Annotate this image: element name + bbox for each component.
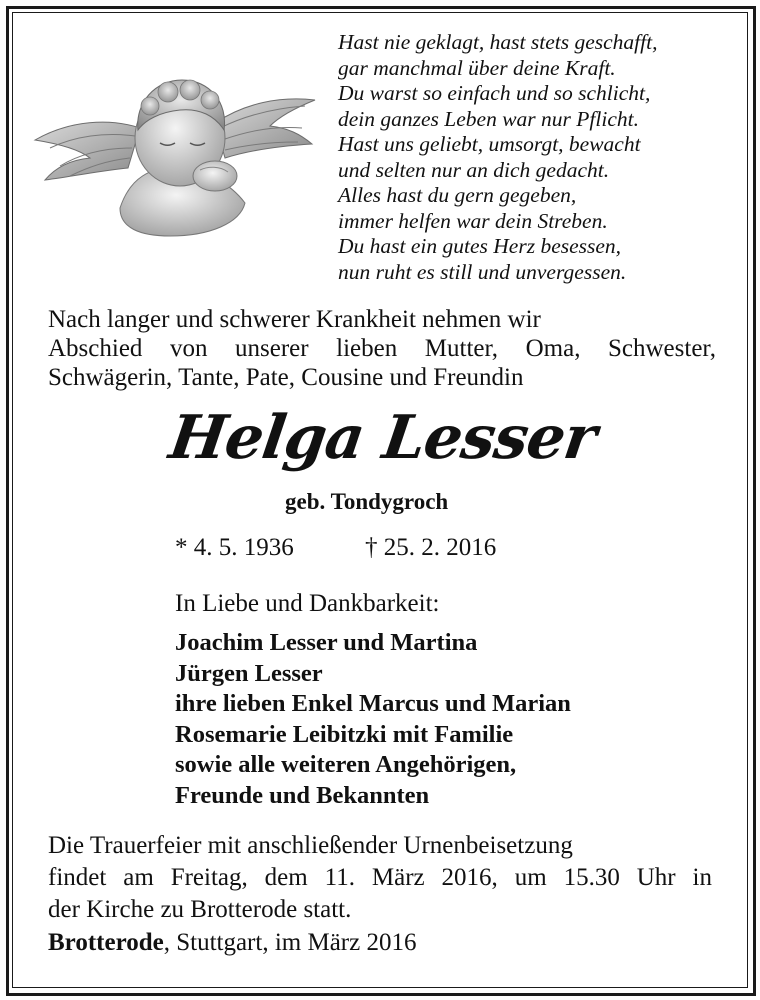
intro-line: Nach langer und schwerer Krankheit nehmen wir (48, 306, 541, 333)
poem-line: Hast nie geklagt, hast stets geschafft, (338, 30, 658, 54)
intro-line: Abschied von unserer lieben Mutter, Oma, Schwester, (48, 335, 716, 362)
maiden-name: geb. Tondygroch (285, 489, 449, 514)
mourner-line: ihre lieben Enkel Marcus und Marian (175, 690, 571, 717)
mourner-line: Rosemarie Leibitzki mit Familie (175, 720, 514, 748)
poem-line: nun ruht es still und unvergessen. (338, 259, 627, 284)
death-date: † 25. 2. 2016 (365, 534, 497, 561)
place-rest: , Stuttgart, im März 2016 (163, 929, 417, 956)
intro-text (48, 305, 716, 392)
mourner-line: sowie alle weiteren Angehörigen, (175, 751, 517, 778)
mourners-list (175, 628, 571, 811)
mourner-line: Joachim Lesser und Martina (175, 629, 478, 656)
service-line: der Kirche zu Brotterode statt. (48, 896, 352, 923)
poem-line: Alles hast du gern gegeben, (338, 183, 577, 207)
intro-line: Schwägerin, Tante, Pate, Cousine und Freundin (48, 364, 524, 391)
angel-image (30, 58, 320, 243)
poem-line: und selten nur an dich gedacht. (338, 157, 610, 182)
poem-line: immer helfen war dein Streben. (338, 208, 608, 233)
service-line: Die Trauerfeier mit anschließender Urnenbeisetzung (48, 832, 573, 859)
poem-line: Hast uns geliebt, umsorgt, bewacht (338, 132, 641, 156)
poem-line: gar manchmal über deine Kraft. (338, 55, 616, 80)
mourner-line: Freunde und Bekannten (175, 781, 430, 809)
birth-date: * 4. 5. 1936 (175, 534, 294, 561)
mourners-heading: In Liebe und Dankbarkeit: (175, 590, 440, 617)
poem-line: Du hast ein gutes Herz besessen, (338, 234, 622, 258)
place-and-date (48, 928, 416, 958)
mourner-line: Jürgen Lesser (175, 659, 323, 687)
poem-line: dein ganzes Leben war nur Pflicht. (338, 106, 639, 131)
poem-line: Du warst so einfach und so schlicht, (338, 81, 651, 105)
deceased-name: Helga Lesser (165, 403, 601, 473)
poem (338, 30, 738, 285)
service-info (48, 830, 712, 926)
place-town: Brotterode (48, 929, 164, 956)
service-line: findet am Freitag, dem 11. März 2016, um 15.30 Uhr in (48, 864, 712, 891)
